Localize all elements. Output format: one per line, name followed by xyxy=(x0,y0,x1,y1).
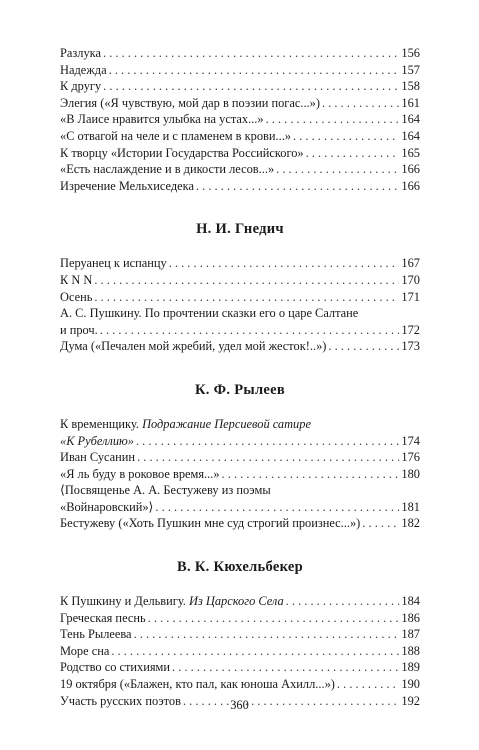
dot-leader xyxy=(103,45,399,62)
toc-entry-title xyxy=(60,145,304,162)
toc-entry-title xyxy=(60,289,92,306)
toc-entry-title xyxy=(60,626,132,643)
toc-entry xyxy=(60,593,420,610)
toc-entry-title xyxy=(60,515,360,532)
author-heading: К. Ф. Рылеев xyxy=(194,381,286,398)
toc-entry-title-text: А. С. Пушкину. По прочтении сказки его о царе Салтане xyxy=(60,306,359,321)
toc-entry xyxy=(60,338,420,355)
dot-leader xyxy=(306,145,400,162)
dot-leader xyxy=(137,449,399,466)
toc-entry-title xyxy=(60,676,335,693)
dot-leader xyxy=(293,128,399,145)
toc-entry-title xyxy=(60,449,135,466)
dot-leader xyxy=(322,95,399,112)
toc-entry-title xyxy=(60,255,167,272)
toc-entry-page: 172 xyxy=(401,322,420,337)
toc-entry xyxy=(60,111,420,128)
toc-entry xyxy=(60,255,420,272)
toc-entry xyxy=(60,289,420,306)
dot-leader xyxy=(103,78,399,95)
toc-entry-subtitle: Подражание Персиевой сатире xyxy=(142,416,311,431)
toc-entry-title xyxy=(60,499,153,516)
toc-entry xyxy=(60,482,420,515)
toc-entry-title xyxy=(60,433,134,450)
toc-entry-title xyxy=(60,466,220,483)
toc-entry-title-text: Греческая песнь xyxy=(60,610,146,625)
table-of-contents xyxy=(60,45,420,709)
toc-entry xyxy=(60,161,420,178)
toc-entry-title xyxy=(60,95,320,112)
toc-entry-subtitle: Из Царского Села xyxy=(189,594,284,609)
toc-entry-title xyxy=(60,643,109,660)
toc-entry-title-text: Осень xyxy=(60,289,93,304)
author-heading: Н. И. Гнедич xyxy=(196,221,284,238)
dot-leader xyxy=(172,659,399,676)
toc-entry-title-text: К Пушкину и Дельвигу. xyxy=(60,594,186,609)
dot-leader xyxy=(337,676,399,693)
toc-section xyxy=(60,558,420,709)
toc-entry-title xyxy=(60,322,98,339)
dot-leader xyxy=(222,466,400,483)
toc-entry xyxy=(60,62,420,79)
toc-entry-title-line1 xyxy=(60,482,420,499)
dot-leader xyxy=(134,626,400,643)
toc-entry xyxy=(60,128,420,145)
toc-entry-title-text: К временщику. xyxy=(60,416,139,431)
toc-entry-page: 171 xyxy=(401,289,420,304)
toc-entry-page: 187 xyxy=(401,627,420,642)
toc-entry-title-text: «Войнаровский»⟩ xyxy=(60,499,154,514)
toc-entry-title-line1 xyxy=(60,416,420,433)
toc-entry-title-text: «В Лаисе нравится улыбка на устах...» xyxy=(60,112,264,127)
toc-entry-page: 174 xyxy=(401,433,420,448)
toc-entry-title-text: «С отвагой на челе и с пламенем в крови...» xyxy=(60,128,292,143)
toc-entry-title-line1 xyxy=(60,305,420,322)
toc-entry-page: 165 xyxy=(401,145,420,160)
toc-entry-page: 184 xyxy=(401,594,420,609)
toc-entry-title xyxy=(60,161,274,178)
toc-entry xyxy=(60,449,420,466)
toc-entry xyxy=(60,466,420,483)
toc-entry-title-text: К творцу «Истории Государства Российского» xyxy=(60,145,304,160)
toc-entry-title-text: Перуанец к испанцу xyxy=(60,256,167,271)
toc-entry xyxy=(60,78,420,95)
toc-entry-title-text: К N N xyxy=(60,272,93,287)
toc-entry-page: 188 xyxy=(401,643,420,658)
dot-leader xyxy=(266,111,400,128)
toc-entry-title xyxy=(60,610,146,627)
toc-entry-title xyxy=(60,45,101,62)
toc-entry xyxy=(60,515,420,532)
toc-entry-title xyxy=(60,62,107,79)
toc-entry-title xyxy=(60,593,284,610)
toc-entry-title-text: Элегия («Я чувствую, мой дар в поэзии погас...») xyxy=(60,95,320,110)
toc-entry-page: 164 xyxy=(401,128,420,143)
toc-entry-title-text: К другу xyxy=(60,79,102,94)
toc-entry xyxy=(60,610,420,627)
toc-entry-title-text: Надежда xyxy=(60,62,107,77)
toc-entry-page: 182 xyxy=(401,516,420,531)
toc-entry-title-text: Иван Сусанин xyxy=(60,450,136,465)
toc-entry-title xyxy=(60,111,264,128)
toc-entry-title-text: Бестужеву («Хоть Пушкин мне суд строгий произнес...») xyxy=(60,516,361,531)
toc-entry-page: 157 xyxy=(401,62,420,77)
toc-entry-title-text: Тень Рылеева xyxy=(60,627,132,642)
toc-entry-page: 173 xyxy=(401,339,420,354)
toc-entry-title-text: 19 октября («Блажен, кто пал, как юноша Ахилл...») xyxy=(60,677,335,692)
toc-entry-page: 164 xyxy=(401,112,420,127)
toc-entry-title-text: Родство со стихиями xyxy=(60,660,171,675)
toc-entry-page: 189 xyxy=(401,660,420,675)
dot-leader xyxy=(362,515,399,532)
toc-entry-title-text: Участь русских поэтов xyxy=(60,693,181,708)
toc-entry-page: 170 xyxy=(401,272,420,287)
toc-entry-title xyxy=(60,128,291,145)
toc-entry-title-text: Дума («Печален мой жребий, удел мой жесток!..») xyxy=(60,339,327,354)
toc-entry xyxy=(60,145,420,162)
toc-entry xyxy=(60,95,420,112)
toc-entry xyxy=(60,626,420,643)
toc-entry-page: 190 xyxy=(401,677,420,692)
toc-entry-title-text: Море сна xyxy=(60,643,110,658)
page-number: 360 xyxy=(230,698,249,712)
toc-entry-page: 181 xyxy=(401,499,420,514)
dot-leader xyxy=(136,433,399,450)
toc-entry-page: 180 xyxy=(401,466,420,481)
toc-section xyxy=(60,45,420,194)
toc-entry xyxy=(60,676,420,693)
dot-leader xyxy=(169,255,400,272)
toc-entry-page: 167 xyxy=(401,256,420,271)
dot-leader xyxy=(109,62,400,79)
dot-leader xyxy=(148,610,400,627)
dot-leader xyxy=(94,289,399,306)
toc-section xyxy=(60,381,420,532)
dot-leader xyxy=(94,272,399,289)
dot-leader xyxy=(155,499,399,516)
toc-entry xyxy=(60,45,420,62)
toc-entry-title-text: ⟨Посвященье А. А. Бестужеву из поэмы xyxy=(60,483,271,498)
toc-entry-title xyxy=(60,338,326,355)
author-heading: В. К. Кюхельбекер xyxy=(177,559,303,576)
toc-entry-title xyxy=(60,178,194,195)
toc-entry-title-text: Разлука xyxy=(60,46,101,60)
toc-entry xyxy=(60,272,420,289)
toc-entry-title-text: «Есть наслаждение и в дикости лесов...» xyxy=(60,162,275,177)
toc-entry xyxy=(60,178,420,195)
dot-leader xyxy=(286,593,400,610)
dot-leader xyxy=(328,338,399,355)
toc-entry xyxy=(60,659,420,676)
toc-entry xyxy=(60,643,420,660)
toc-entry-title xyxy=(60,272,92,289)
toc-entry xyxy=(60,305,420,338)
toc-entry-title-text: и проч. xyxy=(60,322,98,337)
toc-entry-page: 161 xyxy=(401,95,420,110)
toc-entry-page: 176 xyxy=(401,450,420,465)
toc-entry-title xyxy=(60,78,101,95)
toc-entry-title xyxy=(60,659,170,676)
toc-entry-page: 166 xyxy=(401,178,420,193)
toc-entry-subtitle: «К Рубеллию» xyxy=(60,433,134,448)
toc-entry-title-text: «Я ль буду в роковое время...» xyxy=(60,466,220,481)
dot-leader xyxy=(276,161,399,178)
toc-entry xyxy=(60,416,420,449)
toc-entry-page: 156 xyxy=(401,46,420,60)
toc-entry-page: 186 xyxy=(401,610,420,625)
toc-entry-page: 192 xyxy=(401,693,420,708)
dot-leader xyxy=(100,322,400,339)
dot-leader xyxy=(111,643,399,660)
toc-entry-page: 166 xyxy=(401,162,420,177)
toc-entry-title-text: Изречение Мельхиседека xyxy=(60,178,194,193)
toc-section xyxy=(60,220,420,355)
dot-leader xyxy=(196,178,399,195)
toc-entry-page: 158 xyxy=(401,79,420,94)
